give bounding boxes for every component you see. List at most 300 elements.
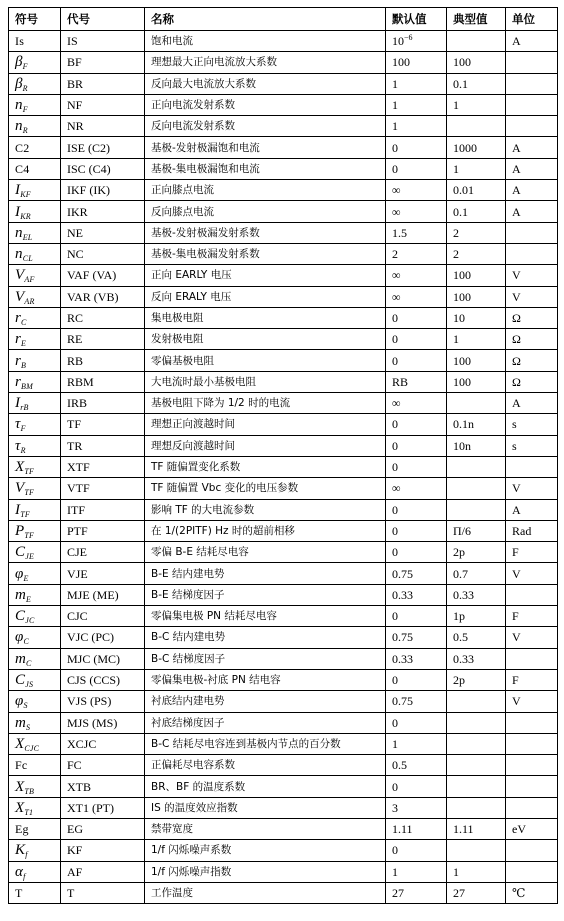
cell-unit	[506, 73, 558, 94]
cell-symbol	[9, 286, 61, 307]
table-row	[9, 861, 558, 882]
cell-typical: 1000	[447, 137, 506, 158]
cell-default: 0	[386, 456, 447, 477]
table-row	[9, 243, 558, 264]
cell-unit: V	[506, 286, 558, 307]
cell-default: 0	[386, 542, 447, 563]
cell-name: 基极-集电极漏饱和电流	[145, 158, 386, 179]
cell-typical: 100	[447, 286, 506, 307]
cell-default: 1	[386, 94, 447, 115]
cell-default: 0.75	[386, 627, 447, 648]
cell-typical: 27	[447, 882, 506, 903]
cell-unit	[506, 52, 558, 73]
cell-default: RB	[386, 371, 447, 392]
cell-code: XCJC	[61, 733, 145, 754]
cell-code: IKF (IK)	[61, 180, 145, 201]
parameter-symbol: $m_E$	[15, 586, 32, 604]
parameter-symbol: $C_{JS}$	[15, 672, 34, 690]
cell-name: 反向最大电流放大系数	[145, 73, 386, 94]
cell-typical	[447, 499, 506, 520]
cell-typical	[447, 797, 506, 818]
cell-code: MJC (MC)	[61, 648, 145, 669]
cell-name: 反向膝点电流	[145, 201, 386, 222]
cell-unit	[506, 94, 558, 115]
parameter-symbol: $r_E$	[15, 331, 27, 349]
cell-symbol	[9, 584, 61, 605]
table-row	[9, 393, 558, 414]
cell-code: RBM	[61, 371, 145, 392]
cell-name: B-C 结内建电势	[145, 627, 386, 648]
cell-symbol	[9, 499, 61, 520]
cell-default: 0	[386, 435, 447, 456]
cell-default: 27	[386, 882, 447, 903]
cell-typical: 2	[447, 222, 506, 243]
cell-symbol	[9, 542, 61, 563]
cell-unit	[506, 840, 558, 861]
table-row	[9, 797, 558, 818]
cell-code: VJS (PS)	[61, 691, 145, 712]
parameter-symbol: $\varphi_C$	[15, 629, 30, 647]
cell-code: TR	[61, 435, 145, 456]
cell-unit: V	[506, 478, 558, 499]
header-name: 名称	[145, 8, 386, 31]
cell-symbol	[9, 52, 61, 73]
cell-name: 工作温度	[145, 882, 386, 903]
cell-unit	[506, 861, 558, 882]
cell-name: B-E 结梯度因子	[145, 584, 386, 605]
cell-default: 0	[386, 329, 447, 350]
cell-name: B-C 结耗尽电容连到基极内节点的百分数	[145, 733, 386, 754]
cell-unit	[506, 243, 558, 264]
cell-typical: 1.11	[447, 818, 506, 839]
cell-default: ∞	[386, 201, 447, 222]
cell-unit: Ω	[506, 307, 558, 328]
table-row	[9, 584, 558, 605]
cell-name: 正向 EARLY 电压	[145, 265, 386, 286]
cell-typical: 100	[447, 350, 506, 371]
cell-default: 0.75	[386, 563, 447, 584]
cell-default: ∞	[386, 478, 447, 499]
parameter-symbol: $C_{JE}$	[15, 544, 35, 562]
header-symbol: 符号	[9, 8, 61, 31]
cell-name: 零偏基极电阻	[145, 350, 386, 371]
cell-code: KF	[61, 840, 145, 861]
cell-unit	[506, 712, 558, 733]
cell-default: 0	[386, 350, 447, 371]
table-row	[9, 733, 558, 754]
cell-typical: 1	[447, 94, 506, 115]
cell-typical	[447, 712, 506, 733]
cell-unit: A	[506, 201, 558, 222]
cell-code: BR	[61, 73, 145, 94]
cell-name: 1/f 闪烁噪声指数	[145, 861, 386, 882]
cell-default: 0	[386, 520, 447, 541]
cell-symbol	[9, 201, 61, 222]
parameter-symbol: $V_{TF}$	[15, 480, 35, 498]
cell-code: T	[61, 882, 145, 903]
cell-unit: A	[506, 31, 558, 52]
cell-default: 0.33	[386, 648, 447, 669]
cell-symbol	[9, 520, 61, 541]
cell-typical	[447, 456, 506, 477]
cell-typical: 10	[447, 307, 506, 328]
cell-code: NC	[61, 243, 145, 264]
cell-code: MJE (ME)	[61, 584, 145, 605]
cell-name: 正向膝点电流	[145, 180, 386, 201]
cell-unit: Ω	[506, 329, 558, 350]
cell-default: 0	[386, 606, 447, 627]
parameter-symbol: $\varphi_E$	[15, 565, 29, 583]
cell-code: RC	[61, 307, 145, 328]
table-row	[9, 435, 558, 456]
parameter-symbol: $X_{TF}$	[15, 459, 35, 477]
cell-typical	[447, 393, 506, 414]
table-row	[9, 563, 558, 584]
cell-default: 1.11	[386, 818, 447, 839]
cell-unit: eV	[506, 818, 558, 839]
cell-typical: 100	[447, 371, 506, 392]
cell-symbol	[9, 840, 61, 861]
table-row	[9, 94, 558, 115]
cell-name: 基极-发射极漏饱和电流	[145, 137, 386, 158]
parameter-symbol: C4	[15, 161, 30, 176]
table-row	[9, 52, 558, 73]
parameter-symbol: $\beta_F$	[15, 54, 28, 72]
table-row	[9, 307, 558, 328]
cell-unit: F	[506, 606, 558, 627]
cell-symbol	[9, 393, 61, 414]
table-row	[9, 840, 558, 861]
cell-default: ∞	[386, 286, 447, 307]
cell-code: IRB	[61, 393, 145, 414]
cell-unit: F	[506, 669, 558, 690]
cell-code: NR	[61, 116, 145, 137]
parameter-symbol: $n_{EL}$	[15, 224, 33, 242]
cell-symbol	[9, 478, 61, 499]
cell-default: 0	[386, 840, 447, 861]
cell-symbol	[9, 158, 61, 179]
table-row	[9, 222, 558, 243]
parameter-symbol: Fc	[15, 758, 28, 773]
table-row	[9, 478, 558, 499]
cell-code: VAF (VA)	[61, 265, 145, 286]
cell-unit: V	[506, 563, 558, 584]
cell-symbol	[9, 712, 61, 733]
cell-unit	[506, 584, 558, 605]
cell-symbol	[9, 371, 61, 392]
parameter-symbol: $\alpha_f$	[15, 863, 26, 881]
cell-typical: 1p	[447, 606, 506, 627]
table-row	[9, 627, 558, 648]
parameter-symbol: $m_C$	[15, 650, 32, 668]
cell-unit: Rad	[506, 520, 558, 541]
parameter-symbol: $r_B$	[15, 352, 27, 370]
cell-symbol	[9, 797, 61, 818]
cell-default: 0.33	[386, 584, 447, 605]
cell-symbol	[9, 606, 61, 627]
cell-code: IKR	[61, 201, 145, 222]
cell-code: RE	[61, 329, 145, 350]
cell-symbol	[9, 222, 61, 243]
cell-typical: 100	[447, 265, 506, 286]
cell-symbol	[9, 733, 61, 754]
cell-name: 零偏集电极-衬底 PN 结电容	[145, 669, 386, 690]
parameter-symbol: $\tau_R$	[15, 437, 26, 455]
header-typical: 典型值	[447, 8, 506, 31]
parameter-symbol: $X_{TB}$	[15, 778, 35, 796]
cell-unit: A	[506, 393, 558, 414]
cell-unit: A	[506, 137, 558, 158]
table-row	[9, 818, 558, 839]
parameter-symbol: $n_F$	[15, 97, 28, 115]
table-row	[9, 158, 558, 179]
cell-code: TF	[61, 414, 145, 435]
table-row	[9, 180, 558, 201]
cell-symbol	[9, 627, 61, 648]
cell-symbol	[9, 307, 61, 328]
cell-name: TF 随偏置 Vbc 变化的电压参数	[145, 478, 386, 499]
cell-name: IS 的温度效应指数	[145, 797, 386, 818]
parameter-symbol: C2	[15, 140, 30, 155]
cell-typical: 1	[447, 329, 506, 350]
cell-code: VAR (VB)	[61, 286, 145, 307]
parameter-symbol: $X_{T1}$	[15, 799, 34, 817]
table-row	[9, 882, 558, 903]
cell-typical	[447, 840, 506, 861]
cell-typical: 0.5	[447, 627, 506, 648]
cell-symbol	[9, 265, 61, 286]
cell-default: 0	[386, 414, 447, 435]
cell-name: 影响 TF 的大电流参数	[145, 499, 386, 520]
cell-typical	[447, 755, 506, 776]
cell-default: 1	[386, 733, 447, 754]
table-row	[9, 350, 558, 371]
cell-default: 2	[386, 243, 447, 264]
cell-default: ∞	[386, 393, 447, 414]
cell-typical: 100	[447, 52, 506, 73]
cell-symbol	[9, 861, 61, 882]
cell-unit: V	[506, 265, 558, 286]
cell-name: 正偏耗尽电容系数	[145, 755, 386, 776]
cell-name: 衬底结内建电势	[145, 691, 386, 712]
cell-unit: s	[506, 414, 558, 435]
cell-code: RB	[61, 350, 145, 371]
cell-typical: 0.33	[447, 584, 506, 605]
cell-symbol	[9, 435, 61, 456]
parameter-symbol: $I_{TF}$	[15, 501, 30, 519]
cell-unit	[506, 733, 558, 754]
cell-code: VJE	[61, 563, 145, 584]
table-row	[9, 265, 558, 286]
cell-name: 基极-集电极漏发射系数	[145, 243, 386, 264]
cell-unit: s	[506, 435, 558, 456]
cell-default: 1	[386, 861, 447, 882]
cell-symbol	[9, 648, 61, 669]
cell-unit	[506, 456, 558, 477]
cell-name: 基极-发射极漏发射系数	[145, 222, 386, 243]
cell-symbol	[9, 456, 61, 477]
cell-unit: Ω	[506, 371, 558, 392]
cell-symbol	[9, 329, 61, 350]
table-row	[9, 414, 558, 435]
cell-name: 在 1/(2PITF) Hz 时的超前相移	[145, 520, 386, 541]
cell-code: NF	[61, 94, 145, 115]
cell-symbol	[9, 243, 61, 264]
cell-default: 0	[386, 137, 447, 158]
parameter-symbol: $n_R$	[15, 118, 28, 136]
table-row	[9, 329, 558, 350]
cell-name: 集电极电阻	[145, 307, 386, 328]
cell-typical: 0.1	[447, 73, 506, 94]
cell-symbol	[9, 669, 61, 690]
cell-code: FC	[61, 755, 145, 776]
cell-typical: 1	[447, 861, 506, 882]
cell-unit: ℃	[506, 882, 558, 903]
table-row	[9, 371, 558, 392]
parameter-table	[8, 7, 558, 904]
cell-unit	[506, 797, 558, 818]
cell-code: ITF	[61, 499, 145, 520]
table-row	[9, 116, 558, 137]
cell-typical: 2p	[447, 669, 506, 690]
table-row	[9, 286, 558, 307]
cell-symbol	[9, 180, 61, 201]
cell-typical: 0.1n	[447, 414, 506, 435]
table-row	[9, 691, 558, 712]
cell-default: 0	[386, 712, 447, 733]
header-default: 默认值	[386, 8, 447, 31]
cell-typical: 2	[447, 243, 506, 264]
cell-code: CJS (CCS)	[61, 669, 145, 690]
parameter-symbol: $X_{CJC}$	[15, 735, 40, 753]
cell-code: EG	[61, 818, 145, 839]
cell-typical: 2p	[447, 542, 506, 563]
cell-default: 0	[386, 776, 447, 797]
parameter-symbol: $C_{JC}$	[15, 608, 35, 626]
cell-typical	[447, 478, 506, 499]
cell-typical	[447, 31, 506, 52]
cell-code: PTF	[61, 520, 145, 541]
cell-unit	[506, 648, 558, 669]
table-row	[9, 31, 558, 52]
parameter-symbol: $I_{KF}$	[15, 182, 31, 200]
cell-name: 饱和电流	[145, 31, 386, 52]
cell-unit: F	[506, 542, 558, 563]
cell-unit: V	[506, 691, 558, 712]
cell-typical	[447, 691, 506, 712]
cell-symbol	[9, 563, 61, 584]
table-row	[9, 520, 558, 541]
cell-typical: 0.33	[447, 648, 506, 669]
cell-typical: 0.7	[447, 563, 506, 584]
table-row	[9, 137, 558, 158]
cell-symbol	[9, 137, 61, 158]
table-row	[9, 456, 558, 477]
cell-default: 1	[386, 73, 447, 94]
cell-name: 反向电流发射系数	[145, 116, 386, 137]
cell-default: 0	[386, 307, 447, 328]
cell-code: CJE	[61, 542, 145, 563]
cell-name: 衬底结梯度因子	[145, 712, 386, 733]
parameter-symbol: $V_{AR}$	[15, 288, 35, 306]
cell-unit: A	[506, 180, 558, 201]
parameter-symbol: $\beta_R$	[15, 75, 28, 93]
table-row	[9, 648, 558, 669]
table-row	[9, 776, 558, 797]
cell-name: 零偏集电极 PN 结耗尽电容	[145, 606, 386, 627]
table-header-row	[9, 8, 558, 31]
cell-symbol	[9, 691, 61, 712]
table-row	[9, 669, 558, 690]
table-body	[9, 31, 558, 904]
cell-code: VJC (PC)	[61, 627, 145, 648]
cell-code: NE	[61, 222, 145, 243]
cell-symbol	[9, 94, 61, 115]
parameter-symbol: Eg	[15, 822, 29, 837]
parameter-symbol: $r_C$	[15, 310, 27, 327]
header-code: 代号	[61, 8, 145, 31]
cell-typical	[447, 733, 506, 754]
table-row	[9, 606, 558, 627]
table-row	[9, 712, 558, 733]
cell-code: CJC	[61, 606, 145, 627]
cell-name: 基极电阻下降为 1/2 时的电流	[145, 393, 386, 414]
cell-name: BR、BF 的温度系数	[145, 776, 386, 797]
cell-default: 100	[386, 52, 447, 73]
cell-default: ∞	[386, 180, 447, 201]
cell-name: 禁带宽度	[145, 818, 386, 839]
table-row	[9, 201, 558, 222]
cell-code: ISE (C2)	[61, 137, 145, 158]
parameter-symbol: $r_{BM}$	[15, 373, 33, 391]
parameter-symbol: $m_S$	[15, 714, 31, 732]
cell-symbol	[9, 882, 61, 903]
cell-code: MJS (MS)	[61, 712, 145, 733]
cell-name: TF 随偏置变化系数	[145, 456, 386, 477]
cell-code: ISC (C4)	[61, 158, 145, 179]
cell-typical: Π/6	[447, 520, 506, 541]
cell-default: $10^{-6}$	[386, 31, 447, 52]
cell-typical: 0.1	[447, 201, 506, 222]
header-unit: 单位	[506, 8, 558, 31]
cell-unit: Ω	[506, 350, 558, 371]
cell-name: 理想最大正向电流放大系数	[145, 52, 386, 73]
cell-symbol	[9, 414, 61, 435]
cell-code: XTF	[61, 456, 145, 477]
cell-name: B-C 结梯度因子	[145, 648, 386, 669]
cell-name: 理想正向渡越时间	[145, 414, 386, 435]
table-row	[9, 755, 558, 776]
cell-default: 0	[386, 158, 447, 179]
table-row	[9, 542, 558, 563]
table-row	[9, 73, 558, 94]
cell-default: 0	[386, 499, 447, 520]
parameter-symbol: $n_{CL}$	[15, 246, 33, 264]
cell-symbol	[9, 818, 61, 839]
cell-default: 0	[386, 669, 447, 690]
cell-unit	[506, 776, 558, 797]
cell-name: 理想反向渡越时间	[145, 435, 386, 456]
cell-symbol	[9, 776, 61, 797]
cell-name: 大电流时最小基极电阻	[145, 371, 386, 392]
cell-default: 1.5	[386, 222, 447, 243]
cell-default: 0.5	[386, 755, 447, 776]
cell-symbol	[9, 755, 61, 776]
cell-unit	[506, 755, 558, 776]
parameter-symbol: $\tau_F$	[15, 416, 26, 434]
cell-code: AF	[61, 861, 145, 882]
cell-code: XTB	[61, 776, 145, 797]
